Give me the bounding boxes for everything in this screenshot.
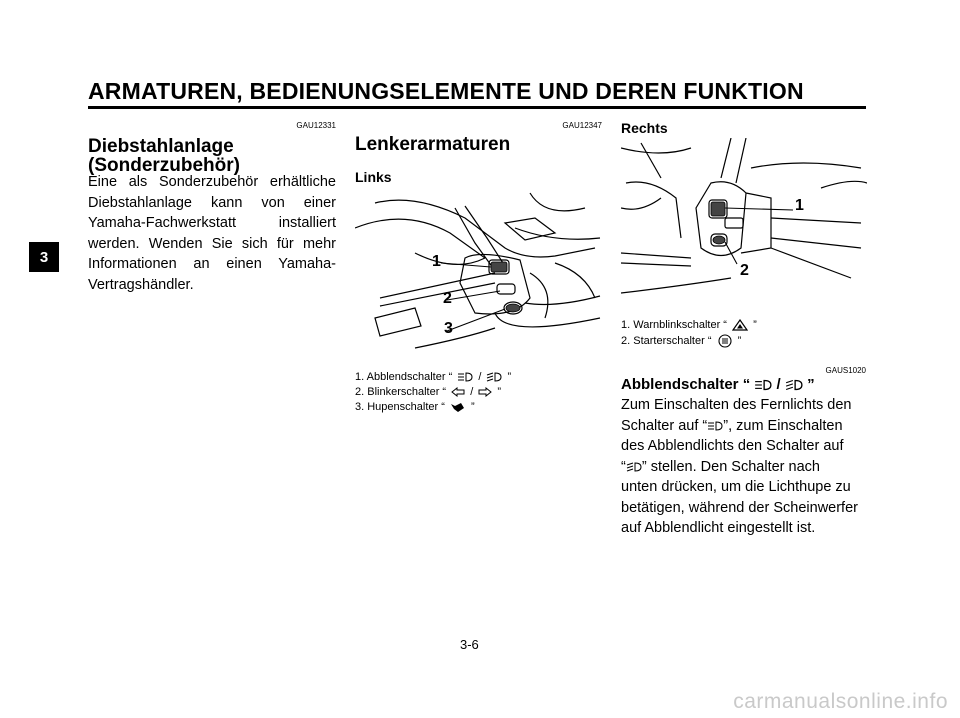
caption-hazard-switch: [621, 318, 757, 333]
section-title-separator: /: [776, 376, 781, 393]
section-code: GAU12331: [296, 121, 336, 130]
caption-horn-switch: [355, 400, 475, 415]
body-line: betätigen, während der Scheinwerfer: [621, 499, 858, 516]
section-code: GAU12347: [562, 121, 602, 130]
turn-left-icon: [451, 387, 465, 397]
body-line: [621, 416, 867, 437]
header-rule: [88, 106, 866, 109]
body-line: [621, 457, 867, 478]
section-title-line1: Diebstahlanlage: [88, 136, 234, 157]
body-text: ”, zum Einschalten: [723, 417, 843, 434]
turn-right-icon: [478, 387, 492, 397]
high-beam-icon: [707, 421, 723, 431]
subsection-title: Rechts: [621, 120, 668, 136]
section-title-text: ”: [807, 376, 815, 393]
caption-separator: /: [478, 371, 482, 383]
subsection-title: Links: [355, 169, 392, 185]
callout-2: 2: [740, 262, 749, 279]
caption-text: ”: [737, 335, 742, 347]
caption-text: ”: [497, 386, 502, 398]
callout-1: 1: [432, 253, 441, 270]
caption-starter-switch: [621, 334, 741, 349]
body-line: Zum Einschalten des Fernlichts den: [621, 397, 852, 413]
chapter-tab: 3: [29, 242, 59, 272]
high-beam-icon: [457, 372, 473, 382]
caption-text: ”: [471, 401, 475, 413]
low-beam-icon: [486, 372, 502, 382]
body-text: Schalter auf “: [621, 417, 708, 434]
caption-text: ”: [753, 319, 757, 331]
left-handlebar-illustration: [355, 188, 601, 354]
starter-icon: [717, 334, 733, 348]
caption-text: 2. Starterschalter “: [621, 335, 712, 347]
section-title-dimmer: [621, 376, 815, 393]
caption-text: 3. Hupenschalter “: [355, 401, 445, 413]
low-beam-icon: [626, 462, 642, 472]
caption-text: ”: [507, 371, 512, 383]
caption-text: 2. Blinkerschalter “: [355, 386, 447, 398]
page-number: 3-6: [460, 637, 479, 652]
caption-separator: /: [470, 386, 474, 398]
hazard-icon: [732, 319, 748, 331]
body-text: ” stellen. Den Schalter nach: [641, 458, 820, 475]
body-line: des Abblendlichts den Schalter auf: [621, 438, 844, 454]
callout-2: 2: [443, 290, 452, 307]
callout-1: 1: [795, 197, 804, 214]
section-code: GAUS1020: [825, 366, 866, 375]
caption-turn-signal-switch: [355, 385, 501, 400]
section-body: Eine als Sonderzubehör erhältliche Diebstahlanlage kann von einer Yamaha-Fachwerkstatt installiert werden. Wenden Sie sich für mehr Informationen an einen Yamaha-Vertragshändler.: [88, 174, 336, 293]
horn-icon: [450, 401, 466, 413]
section-title-text: Abblendschalter “: [621, 376, 751, 393]
section-title-line2: (Sonderzubehör): [88, 155, 240, 176]
low-beam-icon: [785, 379, 803, 391]
caption-text: 1. Warnblinkschalter “: [621, 319, 727, 331]
section-title: Lenkerarmaturen: [355, 134, 511, 155]
section-body-dimmer: [621, 395, 867, 539]
caption-dimmer-switch: [355, 370, 511, 385]
callout-3: 3: [444, 320, 453, 337]
body-text: “: [621, 458, 626, 475]
body-line: unten drücken, um die Lichthupe zu: [621, 479, 851, 495]
caption-text: 1. Abblendschalter “: [355, 371, 453, 383]
page-header-title: ARMATUREN, BEDIENUNGSELEMENTE UND DEREN FUNKTION: [88, 78, 804, 104]
body-line: auf Abblendlicht eingestellt ist.: [621, 520, 816, 536]
high-beam-icon: [754, 379, 772, 391]
watermark: carmanualsonline.info: [733, 690, 948, 713]
